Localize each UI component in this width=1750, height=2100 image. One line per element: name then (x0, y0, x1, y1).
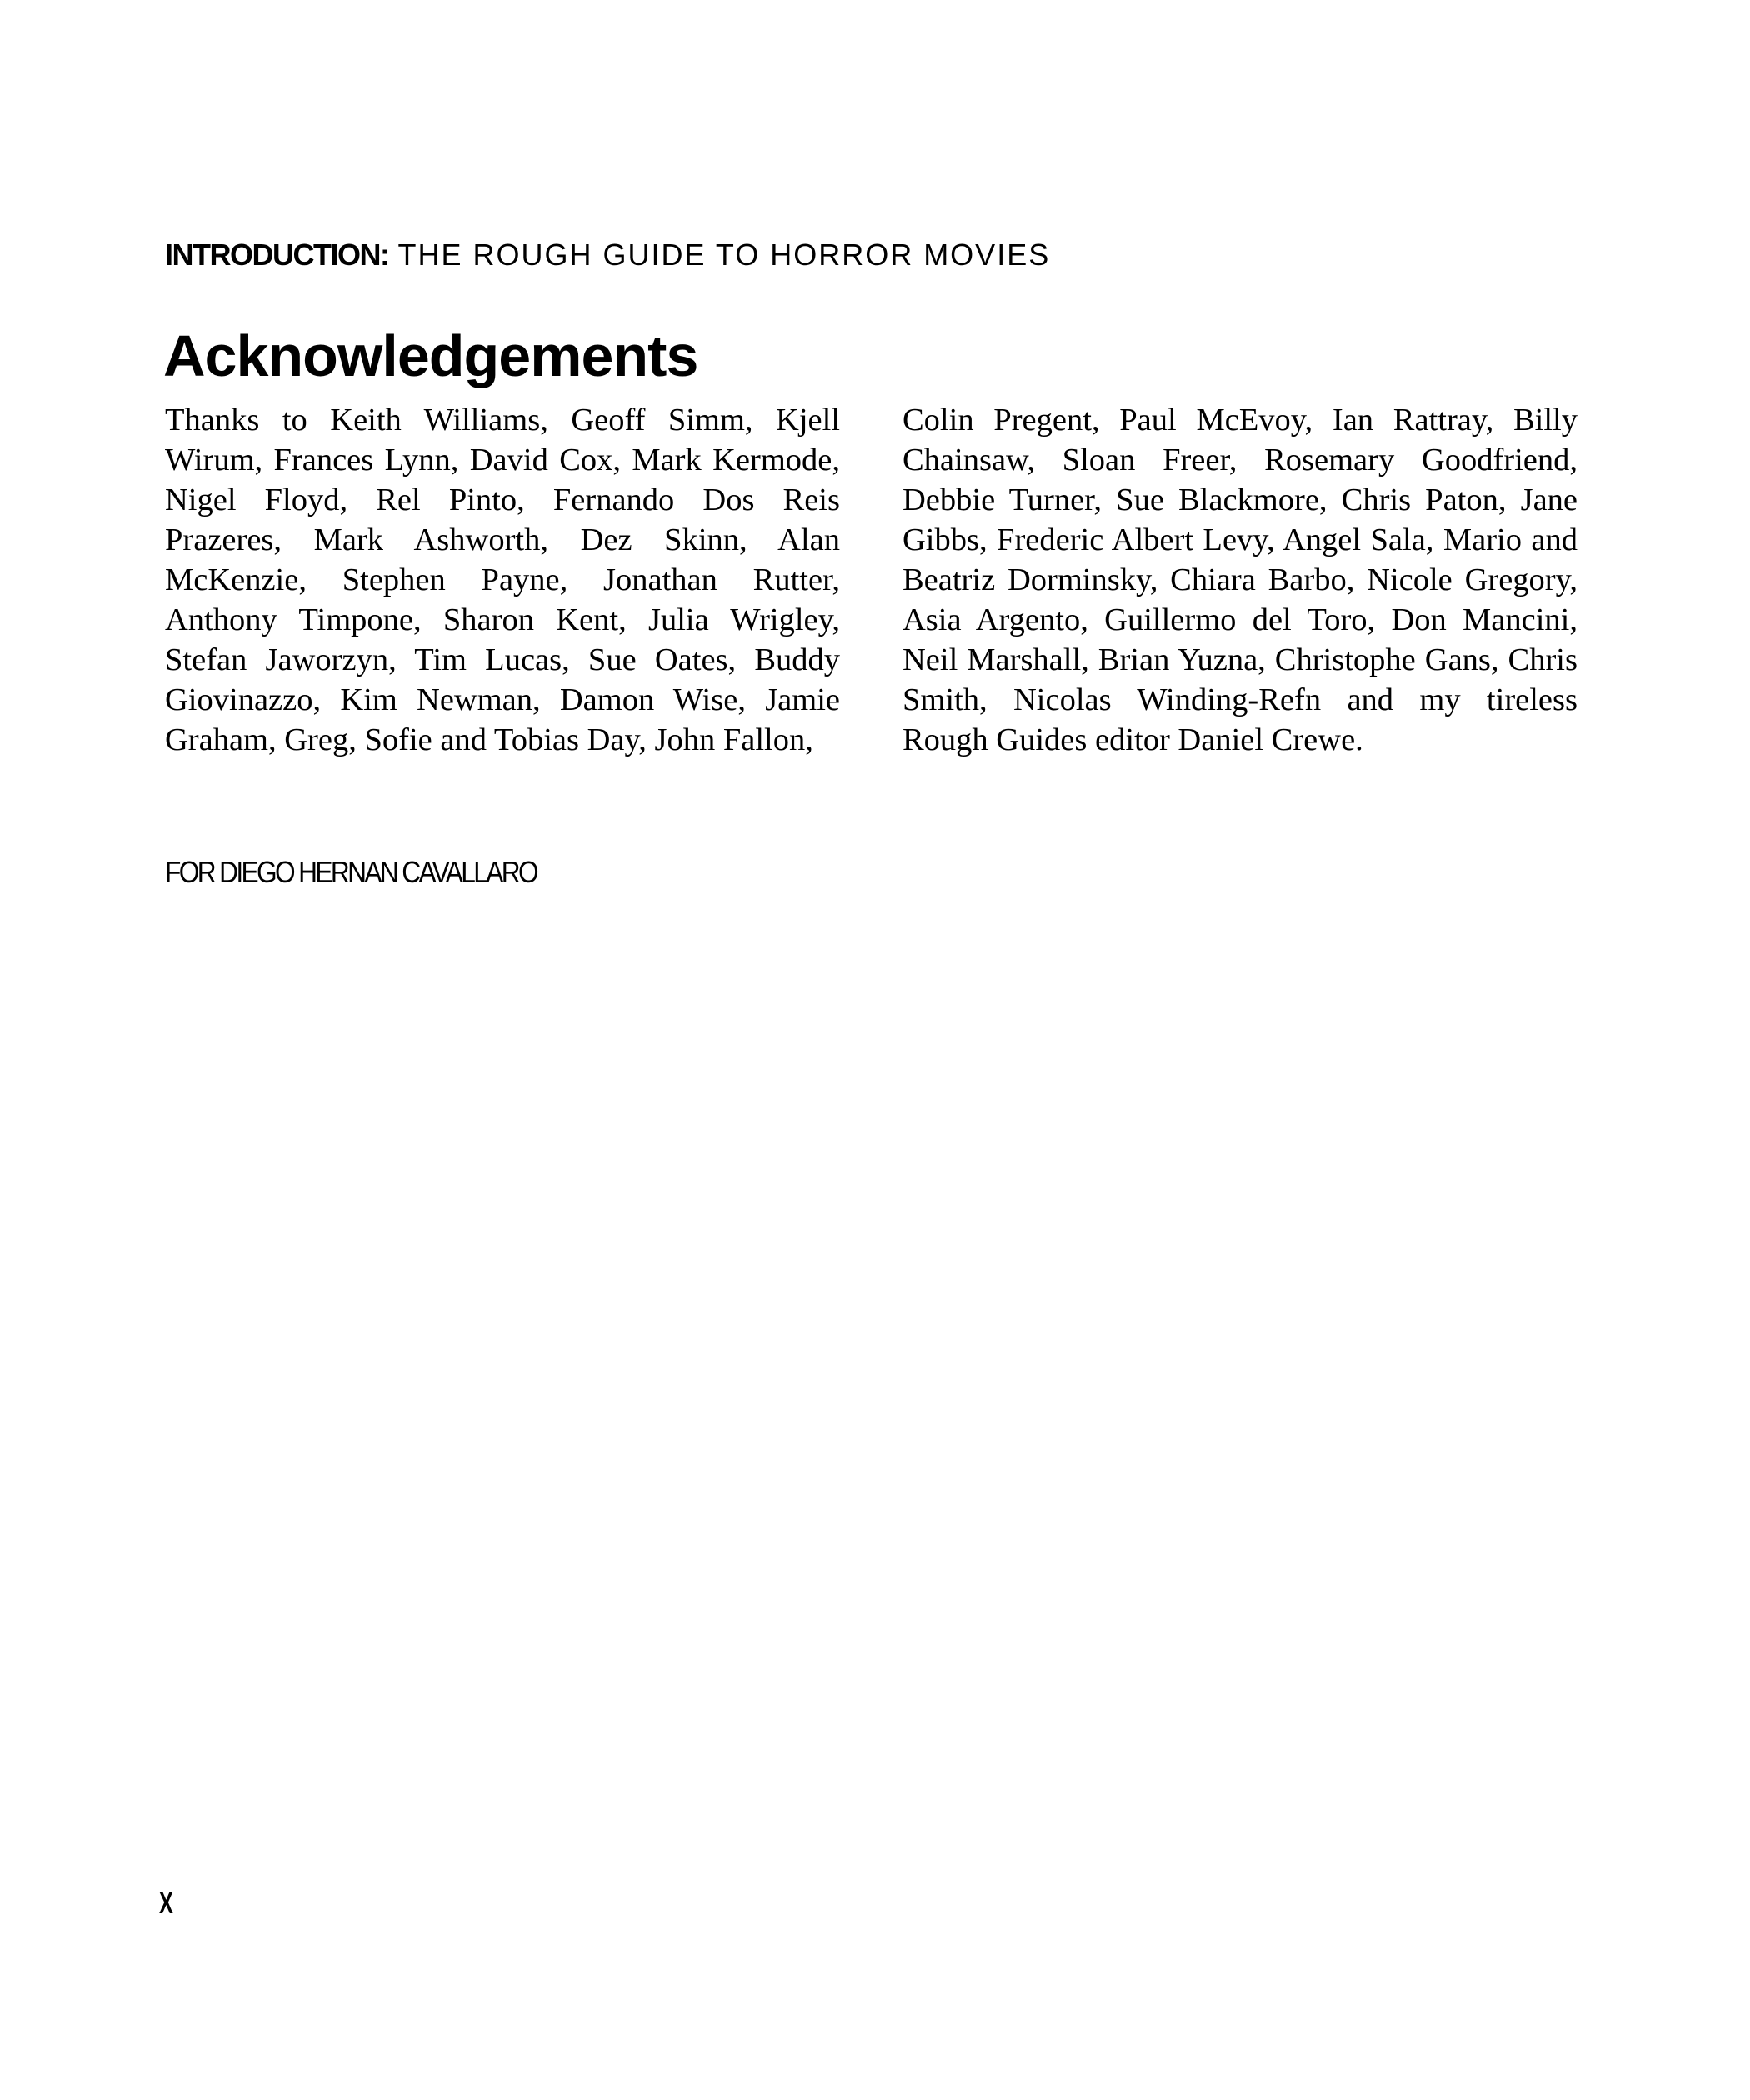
acknowledgements-right-column: Colin Pregent, Paul McEvoy, Ian Rattray, Billy Chainsaw, Sloan Freer, Rosemary Goodfriend, Debbie Turner, Sue Blackmore, Chris Paton, Jane Gibbs, Frederic Albert Levy, Angel Sala, Mario and Beatriz Dorminsky, Chiara Barbo, Nicole Gregory, Asia Argento, Guillermo del Toro, Don Mancini, Neil Marshall, Brian Yuzna, Christophe Gans, Chris Smith, Nicolas Winding-Refn and my tireless Rough Guides editor Daniel Crewe. (902, 402, 1578, 758)
page-number: X (159, 1886, 173, 1920)
page-title: Acknowledgements (163, 323, 698, 388)
dedication: FOR DIEGO HERNAN CAVALLARO (165, 855, 537, 889)
running-head (165, 238, 1050, 272)
acknowledgements-left-column: Thanks to Keith Williams, Geoff Simm, Kjell Wirum, Frances Lynn, David Cox, Mark Kermode, Nigel Floyd, Rel Pinto, Fernando Dos Reis Prazeres, Mark Ashworth, Dez Skinn, Alan McKenzie, Stephen Payne, Jonathan Rutter, Anthony Timpone, Sharon Kent, Julia Wrigley, Stefan Jaworzyn, Tim Lucas, Sue Oates, Buddy Giovinazzo, Kim Newman, Damon Wise, Jamie Graham, Greg, Sofie and Tobias Day, John Fallon, (165, 402, 840, 758)
running-head-title: THE ROUGH GUIDE TO HORROR MOVIES (398, 238, 1051, 272)
running-head-label: INTRODUCTION: (165, 238, 389, 272)
